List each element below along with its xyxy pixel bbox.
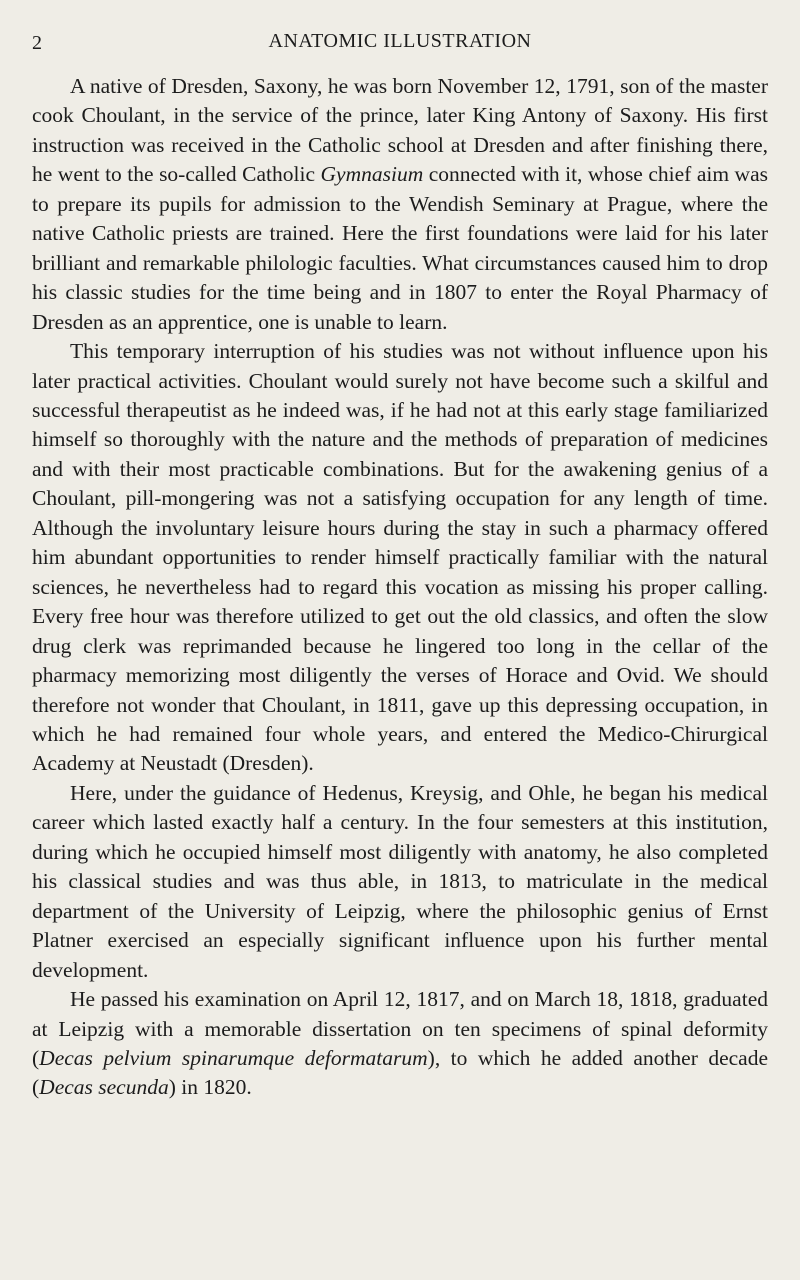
paragraph-1: A native of Dresden, Saxony, he was born November 12, 1791, son of the master cook Choulant, in the service of the prince, later King Antony of Saxony. His first instruction was received in the Catholic school at Dresden and after finishing there, he went to the so-called Catholic Gymnasium connected with it, whose chief aim was to prepare its pupils for admission to the Wendish Seminary at Prague, where the native Catholic priests are trained. Here the first foundations were laid for his later brilliant and remarkable philologic faculties. What circumstances caused him to drop his classic studies for the time being and in 1807 to enter the Royal Pharmacy of Dresden as an apprentice, one is unable to learn.: [32, 74, 768, 334]
running-title: ANATOMIC ILLUSTRATION: [268, 30, 532, 52]
page-number: 2: [32, 32, 43, 54]
italic-term: Decas secunda: [39, 1075, 169, 1100]
paragraph-4: He passed his examination on April 12, 1817, and on March 18, 1818, graduated at Leipzig with a memorable dissertation on ten specimens of spinal deformity (Decas pelvium spinarumque deformatarum), to which he added another decade (Decas secunda) in 1820.: [32, 987, 768, 1100]
page-body: [32, 72, 768, 1103]
paragraph-3: Here, under the guidance of Hedenus, Kreysig, and Ohle, he began his medical career which lasted exactly half a century. In the four semesters at this institution, during which he occupied himself most diligently with anatomy, he also completed his classical studies and was thus able, in 1813, to matriculate in the medical department of the University of Leipzig, where the philosophic genius of Ernst Platner exercised an especially significant influence upon his further mental development.: [32, 780, 768, 982]
paragraph-2: This temporary interruption of his studies was not without influence upon his later practical activities. Choulant would surely not have become such a skilful and successful therapeutist as he indeed was, if he had not at this early stage familiarized himself so thoroughly with the nature and the methods of preparation of medicines and with their most practicable combinations. But for the awakening genius of a Choulant, pill-mongering was not a satisfying occupation for any length of time. Although the involuntary leisure hours during the stay in such a pharmacy offered him abundant opportunities to render himself practically familiar with the natural sciences, he nevertheless had to regard this vocation as missing his proper calling. Every free hour was therefore utilized to get out the old classics, and often the slow drug clerk was reprimanded because he lingered too long in the cellar of the pharmacy memorizing most diligently the verses of Horace and Ovid. We should therefore not wonder that Choulant, in 1811, gave up this depressing occupation, in which he had remained four whole years, and entered the Medico-Chirurgical Academy at Neustadt (Dresden).: [32, 339, 768, 776]
page-header: [32, 26, 768, 66]
italic-term: Decas pelvium spinarumque deformatarum: [39, 1045, 428, 1070]
italic-term: Gymnasium: [320, 162, 424, 187]
